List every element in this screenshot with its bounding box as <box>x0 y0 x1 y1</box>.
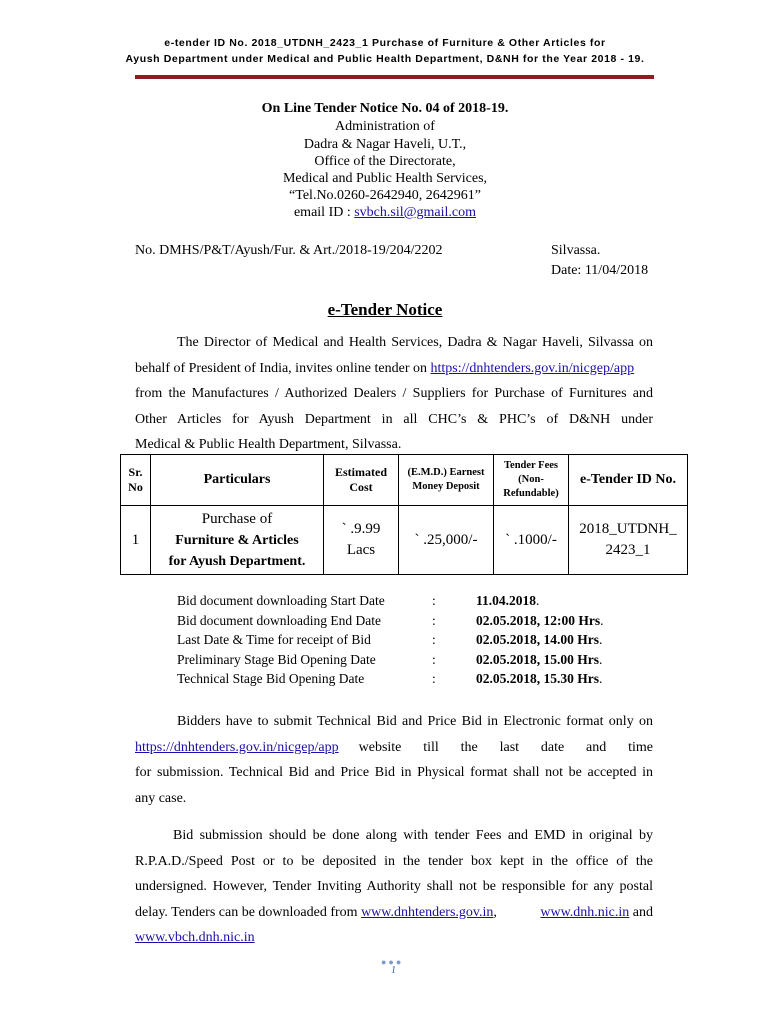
bidders-line-2-text: website till the last date and time <box>358 739 653 755</box>
bidders-line-1: Bidders have to submit Technical Bid and Price Bid in Electronic format only on <box>177 714 653 729</box>
reference-number: No. DMHS/P&T/Ayush/Fur. & Art./2018-19/204/2202 <box>135 243 443 258</box>
schedule-separator: : <box>432 613 436 628</box>
tender-portal-link-2[interactable]: https://dnhtenders.gov.in/nicgep/app <box>135 739 339 755</box>
tender-table <box>120 454 688 575</box>
schedule-separator: : <box>432 632 436 647</box>
reference-date: Date: 11/04/2018 <box>551 263 649 278</box>
schedule-label: Last Date & Time for receipt of Bid <box>177 632 371 647</box>
schedule-value-period: . <box>599 671 603 686</box>
email-label: email ID : <box>293 205 355 220</box>
intro-line-4: Other Articles for Ayush Department in all CHC’s & PHC’s of D&NH under <box>135 411 653 427</box>
schedule-label: Bid document downloading Start Date <box>177 593 385 608</box>
header-estimated-cost: Estimated Cost <box>324 455 399 506</box>
office-telephone: “Tel.No.0260-2642940, 2642961” <box>289 188 481 203</box>
table-header-row <box>121 455 688 506</box>
header-line-2: Ayush Department under Medical and Public Health Department, D&NH for the Year 2018 - 19. <box>125 53 645 65</box>
bidders-paragraph <box>135 709 653 811</box>
submission-line-4-pre <box>135 900 497 926</box>
schedule-separator: : <box>432 652 436 667</box>
submission-and: and <box>629 904 653 920</box>
schedule-value-text: 02.05.2018, 15.00 Hrs <box>476 652 599 667</box>
page-number: 1 <box>391 965 396 976</box>
bidders-line-2 <box>135 735 653 761</box>
header-divider <box>135 75 654 79</box>
submission-line-4 <box>135 900 653 926</box>
notice-title: e-Tender Notice <box>327 300 443 319</box>
table-row <box>121 506 688 575</box>
schedule-value-text: 02.05.2018, 15.30 Hrs <box>476 671 599 686</box>
particulars-line-1: Purchase of <box>201 510 273 527</box>
cell-sr-no: 1 <box>121 506 151 575</box>
intro-paragraph <box>135 330 653 458</box>
cost-line-2: Lacs <box>346 542 376 558</box>
cell-particulars <box>151 506 324 575</box>
intro-line-1: The Director of Medical and Health Services, Dadra & Nagar Haveli, Silvassa on <box>177 335 653 350</box>
cell-estimated-cost <box>324 506 399 575</box>
cost-line-1: ` .9.99 <box>341 521 381 537</box>
cell-etender-id <box>569 506 688 575</box>
cell-emd: ` .25,000/- <box>399 506 494 575</box>
notice-number: On Line Tender Notice No. 04 of 2018-19. <box>261 101 509 116</box>
schedule-value <box>476 632 602 648</box>
intro-line-5: Medical & Public Health Department, Silvassa. <box>135 437 402 452</box>
schedule-label: Technical Stage Bid Opening Date <box>177 671 365 686</box>
reference-place: Silvassa. <box>551 243 601 258</box>
submission-line-4-text: delay. Tenders can be downloaded from <box>135 904 362 920</box>
email-link[interactable]: svbch.sil@gmail.com <box>354 205 477 220</box>
page-ornament: ●●● <box>381 957 404 967</box>
schedule-value-text: 11.04.2018 <box>476 593 537 608</box>
submission-comma: , <box>493 904 497 920</box>
schedule-value <box>476 671 602 687</box>
submission-line-3: undersigned. However, Tender Inviting Authority shall not be responsible for any postal <box>135 879 653 894</box>
intro-line-2 <box>135 356 653 382</box>
submission-paragraph <box>135 823 653 951</box>
tender-id-line-1: 2018_UTDNH_ <box>579 521 677 537</box>
schedule-value-text: 02.05.2018, 14.00 Hrs <box>476 632 599 647</box>
office-line-3: Office of the Directorate, <box>314 154 456 169</box>
submission-line-4-post <box>540 900 653 926</box>
particulars-line-2: Furniture & Articles <box>175 532 299 548</box>
tender-portal-link[interactable]: https://dnhtenders.gov.in/nicgep/app <box>430 360 635 376</box>
schedule-value <box>476 593 539 609</box>
dnhtenders-link[interactable]: www.dnhtenders.gov.in <box>361 904 494 920</box>
cell-tender-fees: ` .1000/- <box>494 506 569 575</box>
header-particulars: Particulars <box>151 455 324 506</box>
dnh-nic-link[interactable]: www.dnh.nic.in <box>540 904 630 920</box>
schedule-value-period: . <box>599 632 603 647</box>
bidders-line-4: any case. <box>135 790 187 806</box>
vbch-link[interactable]: www.vbch.dnh.nic.in <box>135 930 255 945</box>
office-line-2: Dadra & Nagar Haveli, U.T., <box>303 137 467 152</box>
tender-id-line-2: 2423_1 <box>605 542 651 558</box>
intro-line-2-text: behalf of President of India, invites online tender on <box>135 360 431 376</box>
schedule-separator: : <box>432 593 436 608</box>
header-line-1: e-tender ID No. 2018_UTDNH_2423_1 Purchase of Furniture & Other Articles for <box>164 37 606 49</box>
schedule-label: Bid document downloading End Date <box>177 613 381 628</box>
schedule-label: Preliminary Stage Bid Opening Date <box>177 652 376 667</box>
bidders-line-3: for submission. Technical Bid and Price Bid in Physical format shall not be accepted in <box>135 765 653 780</box>
intro-line-3: from the Manufactures / Authorized Dealers / Suppliers for Purchase of Furnitures and <box>135 386 653 401</box>
schedule-value-period: . <box>536 593 540 608</box>
header-etender-id: e-Tender ID No. <box>569 455 688 506</box>
schedule-separator: : <box>432 671 436 686</box>
office-line-4: Medical and Public Health Services, <box>282 171 488 186</box>
submission-line-5 <box>135 925 653 951</box>
submission-line-2: R.P.A.D./Speed Post or to be deposited in the tender box kept in the office of the <box>135 853 653 869</box>
schedule-value <box>476 613 604 629</box>
header-emd: (E.M.D.) Earnest Money Deposit <box>399 455 494 506</box>
submission-line-1: Bid submission should be done along with tender Fees and EMD in original by <box>173 828 653 843</box>
office-email <box>0 205 770 221</box>
office-line-1: Administration of <box>335 119 435 134</box>
schedule-value <box>476 652 602 668</box>
particulars-line-3: for Ayush Department. <box>168 553 306 569</box>
header-tender-fees: Tender Fees (Non- Refundable) <box>494 455 569 506</box>
header-sr-no: Sr. No <box>121 455 151 506</box>
schedule-value-text: 02.05.2018, 12:00 Hrs <box>476 613 601 628</box>
schedule-value-period: . <box>599 652 603 667</box>
schedule-value-period: . <box>600 613 604 628</box>
